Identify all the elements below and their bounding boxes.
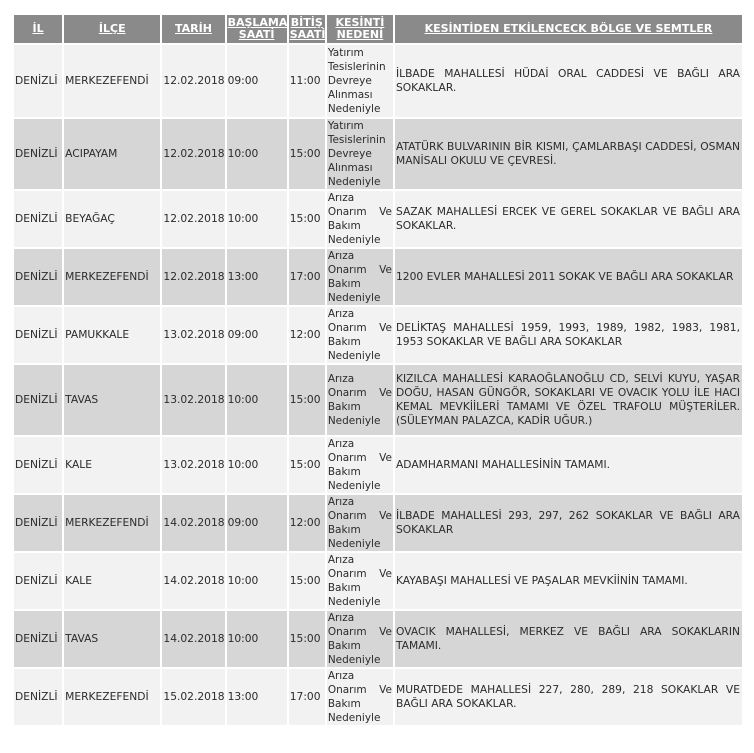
- cell-tarih: 14.02.2018: [162, 495, 224, 551]
- table-row: [14, 365, 742, 435]
- cell-tarih: 12.02.2018: [162, 45, 224, 117]
- cell-bitis-saati: 12:00: [289, 495, 325, 551]
- cell-baslama-saati: 13:00: [227, 249, 287, 305]
- table-row: [14, 553, 742, 609]
- cell-kesinti-nedeni: Arıza Onarım Ve Bakım Nedeniyle: [327, 612, 392, 666]
- cell-kesinti-nedeni: Arıza Onarım Ve Bakım Nedeniyle: [327, 365, 393, 435]
- table-row: [14, 249, 742, 305]
- cell-baslama-saati: 09:00: [227, 307, 287, 363]
- cell-bolge-semtler: KAYABAŞI MAHALLESİ VE PAŞALAR MEVKİİNİN TAMAMI.: [395, 553, 742, 609]
- cell-ilce: TAVAS: [64, 365, 160, 435]
- cell-bolge-semtler: MURATDEDE MAHALLESİ 227, 280, 289, 218 SOKAKLAR VE BAĞLI ARA SOKAKLAR.: [395, 669, 742, 725]
- cell-il: DENİZLİ: [14, 611, 62, 667]
- cell-ilce: MERKEZEFENDİ: [64, 45, 160, 117]
- cell-il: DENİZLİ: [14, 669, 62, 725]
- cell-kesinti-nedeni: Arıza Onarım Ve Bakım Nedeniyle: [327, 438, 392, 492]
- cell-bolge-semtler: İLBADE MAHALLESİ 293, 297, 262 SOKAKLAR VE BAĞLI ARA SOKAKLAR: [395, 495, 742, 551]
- header-il[interactable]: İL: [14, 15, 62, 43]
- cell-tarih: 13.02.2018: [162, 437, 224, 493]
- cell-il: DENİZLİ: [14, 191, 62, 247]
- table-row: [14, 495, 742, 551]
- cell-bolge-semtler: 1200 EVLER MAHALLESİ 2011 SOKAK VE BAĞLI ARA SOKAKLAR: [395, 249, 742, 305]
- cell-kesinti-nedeni: Yatırım Tesislerinin Devreye Alınması Nedeniyle: [327, 45, 393, 117]
- table-row: [14, 119, 742, 189]
- cell-baslama-saati: 10:00: [227, 553, 287, 609]
- cell-bitis-saati: 11:00: [289, 45, 325, 117]
- cell-ilce: MERKEZEFENDİ: [64, 669, 160, 725]
- cell-bitis-saati: 15:00: [289, 437, 325, 493]
- cell-kesinti-nedeni: Arıza Onarım Ve Bakım Nedeniyle: [327, 250, 392, 304]
- outage-table: [12, 13, 744, 727]
- cell-baslama-saati: 13:00: [227, 669, 287, 725]
- cell-il: DENİZLİ: [14, 119, 62, 189]
- cell-bolge-semtler: ADAMHARMANI MAHALLESİNİN TAMAMI.: [395, 437, 742, 493]
- cell-bolge-semtler: OVACIK MAHALLESİ, MERKEZ VE BAĞLI ARA SOKAKLARIN TAMAMI.: [395, 611, 742, 667]
- cell-tarih: 13.02.2018: [162, 365, 224, 435]
- cell-tarih: 14.02.2018: [162, 553, 224, 609]
- cell-bitis-saati: 17:00: [289, 669, 325, 725]
- cell-kesinti-nedeni: Yatırım Tesislerinin Devreye Alınması Nedeniyle: [327, 119, 393, 189]
- cell-tarih: 12.02.2018: [162, 119, 224, 189]
- cell-baslama-saati: 10:00: [227, 191, 287, 247]
- cell-tarih: 13.02.2018: [162, 307, 224, 363]
- cell-bolge-semtler: İLBADE MAHALLESİ HÜDAİ ORAL CADDESİ VE BAĞLI ARA SOKAKLAR.: [395, 45, 742, 117]
- table-row: [14, 307, 742, 363]
- table-header-row: [14, 15, 742, 43]
- cell-bitis-saati: 12:00: [289, 307, 325, 363]
- cell-tarih: 12.02.2018: [162, 249, 224, 305]
- cell-kesinti-nedeni: Arıza Onarım Ve Bakım Nedeniyle: [327, 670, 392, 724]
- cell-ilce: PAMUKKALE: [64, 307, 160, 363]
- header-bolge-semtler[interactable]: KESİNTİDEN ETKİLENCECK BÖLGE VE SEMTLER: [395, 15, 742, 43]
- cell-bolge-semtler: ATATÜRK BULVARININ BİR KISMI, ÇAMLARBAŞI CADDESİ, OSMAN MANİSALI OKULU VE ÇEVRESİ.: [395, 119, 742, 189]
- cell-bolge-semtler: SAZAK MAHALLESİ ERCEK VE GEREL SOKAKLAR VE BAĞLI ARA SOKAKLAR.: [395, 191, 742, 247]
- cell-bitis-saati: 15:00: [289, 365, 325, 435]
- cell-il: DENİZLİ: [14, 45, 62, 117]
- cell-il: DENİZLİ: [14, 553, 62, 609]
- cell-bitis-saati: 17:00: [289, 249, 325, 305]
- cell-baslama-saati: 10:00: [227, 437, 287, 493]
- cell-tarih: 15.02.2018: [162, 669, 224, 725]
- cell-bitis-saati: 15:00: [289, 553, 325, 609]
- cell-il: DENİZLİ: [14, 495, 62, 551]
- cell-ilce: TAVAS: [64, 611, 160, 667]
- cell-bitis-saati: 15:00: [289, 611, 325, 667]
- cell-baslama-saati: 09:00: [227, 45, 287, 117]
- header-kesinti-nedeni[interactable]: KESİNTİ NEDENİ: [327, 15, 393, 43]
- cell-tarih: 14.02.2018: [162, 611, 224, 667]
- cell-bitis-saati: 15:00: [289, 119, 325, 189]
- cell-ilce: ACIPAYAM: [64, 119, 160, 189]
- header-ilce[interactable]: İLÇE: [64, 15, 160, 43]
- cell-bolge-semtler: DELİKTAŞ MAHALLESİ 1959, 1993, 1989, 1982, 1983, 1981, 1953 SOKAKLAR VE BAĞLI ARA SOKAKLAR: [395, 307, 742, 363]
- cell-kesinti-nedeni: Arıza Onarım Ve Bakım Nedeniyle: [327, 496, 392, 550]
- cell-il: DENİZLİ: [14, 307, 62, 363]
- cell-ilce: BEYAĞAÇ: [64, 191, 160, 247]
- table-row: [14, 669, 742, 725]
- cell-ilce: KALE: [64, 553, 160, 609]
- header-baslama-saati[interactable]: BAŞLAMA SAATİ: [227, 16, 288, 41]
- cell-ilce: KALE: [64, 437, 160, 493]
- cell-baslama-saati: 10:00: [227, 119, 287, 189]
- cell-ilce: MERKEZEFENDİ: [64, 249, 160, 305]
- cell-il: DENİZLİ: [14, 365, 62, 435]
- header-tarih[interactable]: TARİH: [162, 15, 224, 43]
- table-body: [14, 45, 742, 725]
- header-bitis-saati[interactable]: BİTİŞ SAATİ: [289, 16, 326, 41]
- table-row: [14, 437, 742, 493]
- cell-baslama-saati: 09:00: [227, 495, 287, 551]
- cell-kesinti-nedeni: Arıza Onarım Ve Bakım Nedeniyle: [327, 308, 392, 362]
- cell-ilce: MERKEZEFENDİ: [64, 495, 160, 551]
- cell-tarih: 12.02.2018: [162, 191, 224, 247]
- table-row: [14, 191, 742, 247]
- cell-il: DENİZLİ: [14, 437, 62, 493]
- cell-bitis-saati: 15:00: [289, 191, 325, 247]
- table-row: [14, 611, 742, 667]
- outage-table-container: [12, 13, 744, 727]
- cell-baslama-saati: 10:00: [227, 365, 287, 435]
- cell-il: DENİZLİ: [14, 249, 62, 305]
- table-row: [14, 45, 742, 117]
- cell-bolge-semtler: KIZILCA MAHALLESİ KARAOĞLANOĞLU CD, SELVİ KUYU, YAŞAR DOĞU, HASAN GÜNGÖR, SOKAKLARI VE OVACIK YOLU İLE HACI KEMAL MEVKİİLERİ TAMAMI VE ÖZEL TRAFOLU MÜŞTERİLER. (SÜLEYMAN PALAZCA, KADİR UĞUR.): [395, 365, 742, 435]
- cell-kesinti-nedeni: Arıza Onarım Ve Bakım Nedeniyle: [327, 554, 392, 608]
- cell-baslama-saati: 10:00: [227, 611, 287, 667]
- cell-kesinti-nedeni: Arıza Onarım Ve Bakım Nedeniyle: [327, 192, 392, 246]
